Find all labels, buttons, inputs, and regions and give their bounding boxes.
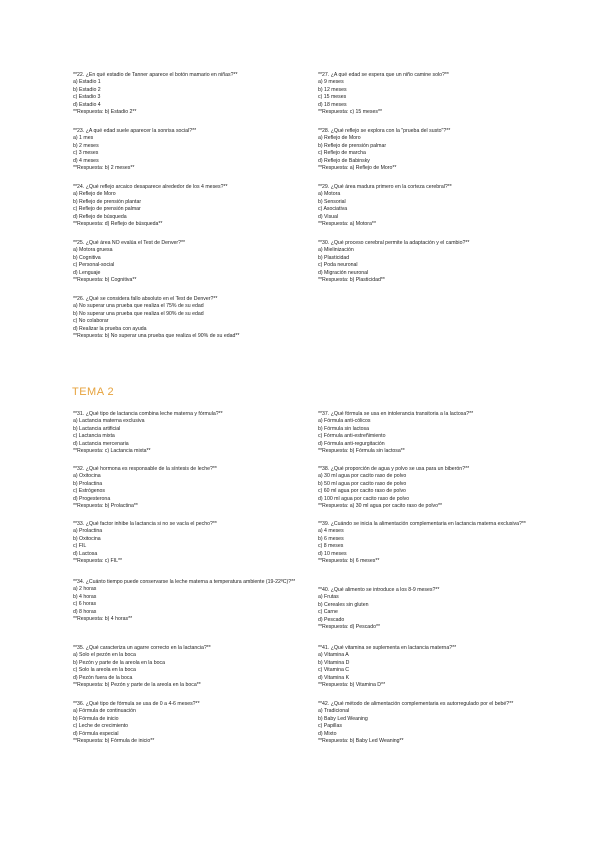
answer-option: d) Reflejo de búsqueda [73,213,127,220]
answer-option: b) Reflejo de prensión palmar [318,142,387,149]
answer-option: b) Oxitocina [73,535,101,542]
question-block [73,701,303,745]
answer-option: c) 8 meses [318,543,344,550]
question-text: **27. ¿A qué edad se espera que un niño camine solo?** [318,72,449,78]
answer-option: a) 30 ml agua por cacito raso de polvo [318,473,407,480]
answer-option: a) 1 mes [73,135,94,142]
correct-answer: **Respuesta: b) Fórmula sin lactosa** [318,448,405,455]
answer-option: c) Asociativa [318,206,348,213]
correct-answer: **Respuesta: b) 6 meses** [318,558,380,565]
answer-option: a) Fórmula anti-cólicos [318,418,371,425]
answer-option: a) 9 meses [318,79,344,86]
question-text: **40. ¿Qué alimento se introduce a los 8-9 meses?** [318,587,440,593]
answer-option: c) Reflejo de prensión palmar [73,206,141,213]
answer-option: d) Progesterona [73,495,111,502]
answer-option: d) Fórmula especial [73,730,119,737]
answer-option: b) Plasticidad [318,254,350,261]
question-block [318,645,548,689]
answer-option: a) Reflejo de Moro [73,191,116,198]
answer-option: c) Carne [318,609,338,616]
question-block [73,240,303,284]
question-text: **32. ¿Qué hormona es responsable de la síntesis de leche?** [73,466,217,472]
correct-answer: **Respuesta: b) Cognitiva** [73,277,137,284]
correct-answer: **Respuesta: b) Prolactina** [73,503,138,510]
answer-option: a) Lactancia materna exclusiva [73,418,145,425]
question-text: **25. ¿Qué área NO evalúa el Test de Denver?** [73,240,186,246]
question-text: **38. ¿Qué proporción de agua y polvo se usa para un biberón?** [318,466,470,472]
question-block [318,701,538,745]
question-text: **36. ¿Qué tipo de fórmula se usa de 0 a 4-6 meses?** [73,701,200,707]
correct-answer: **Respuesta: b) Estadio 2** [73,109,137,116]
answer-option: d) Fórmula anti-regurgitación [318,440,385,447]
answer-option: d) Lactosa [73,550,98,557]
answer-option: a) Motora [318,191,341,198]
question-block [73,579,303,623]
answer-option: d) Lactancia mercenaria [73,440,129,447]
answer-option: b) Vitamina D [318,659,350,666]
question-block [318,72,548,116]
correct-answer: **Respuesta: b) 2 meses** [73,165,135,172]
answer-option: c) Fórmula anti-estreñimiento [318,433,386,440]
answer-option: d) 100 ml agua por cacito raso de polvo [318,495,410,502]
correct-answer: **Respuesta: b) Fórmula de inicio** [73,738,155,745]
answer-option: b) Fórmula de inicio [73,715,119,722]
question-block [73,296,303,340]
answer-option: c) Papillas [318,723,342,730]
answer-option: d) 10 meses [318,550,347,557]
question-block [73,72,303,116]
answer-option: b) Reflejo de prensión plantar [73,198,142,205]
answer-option: b) 6 meses [318,535,344,542]
answer-option: b) Cognitiva [73,254,101,261]
answer-option: c) Solo la areola en la boca [73,667,136,674]
question-text: **34. ¿Cuánto tiempo puede conservarse la leche materna a temperatura ambiente (19-22ºC)?** [73,579,296,585]
answer-option: b) Lactancia artificial [73,425,121,432]
answer-option: c) Poda neuronal [318,262,358,269]
question-text: **42. ¿Qué método de alimentación complementaria es autorregulado por el bebé?** [318,701,514,707]
answer-option: a) 2 horas [73,586,97,593]
answer-option: c) 60 ml agua por cacito raso de polvo [318,488,406,495]
answer-option: c) Lactancia mixta [73,433,115,440]
answer-option: c) Reflejo de marcha [318,150,366,157]
answer-option: a) Oxitocina [73,473,101,480]
correct-answer: **Respuesta: d) Reflejo de búsqueda** [73,221,163,228]
question-block [73,466,303,510]
answer-option: c) Estadio 3 [73,94,101,101]
correct-answer: **Respuesta: b) 4 horas** [73,616,133,623]
answer-option: c) 6 horas [73,601,97,608]
answer-option: c) Personal-social [73,262,115,269]
answer-option: c) Leche de crecimiento [73,723,129,730]
answer-option: d) 18 meses [318,101,347,108]
question-text: **39. ¿Cuándo se inicia la alimentación complementaria en lactancia materna exclusiva?** [318,521,526,527]
question-text: **24. ¿Qué reflejo arcaico desaparece alrededor de los 4 meses?** [73,184,228,190]
question-block [318,587,548,631]
answer-option: a) 4 meses [318,528,344,535]
answer-option: b) Baby Led Weaning [318,715,368,722]
answer-option: d) Realizar la prueba con ayuda [73,325,147,332]
answer-option: c) No colaborar [73,318,109,325]
answer-option: d) Mixto [318,730,337,737]
correct-answer: **Respuesta: c) Lactancia mixta** [73,448,151,455]
correct-answer: **Respuesta: b) Plasticidad** [318,277,385,284]
answer-option: a) Fórmula de continuación [73,708,136,715]
correct-answer: **Respuesta: b) Vitamina D** [318,682,386,689]
answer-option: c) 3 meses [73,150,99,157]
answer-option: d) Estadio 4 [73,101,101,108]
question-block [318,240,548,284]
answer-option: a) Solo el pezón en la boca [73,652,136,659]
answer-option: d) 8 horas [73,608,97,615]
answer-option: c) FIL [73,543,87,550]
answer-option: a) Mielinización [318,247,354,254]
correct-answer: **Respuesta: b) Pezón y parte de la areola en la boca** [73,682,201,689]
question-block [318,184,548,228]
answer-option: a) Prolactina [73,528,103,535]
answer-option: b) Cereales sin gluten [318,601,369,608]
answer-option: d) Vitamina K [318,674,350,681]
correct-answer: **Respuesta: a) 30 ml agua por cacito raso de polvo** [318,503,442,510]
question-block [318,411,548,455]
answer-option: c) Vitamina C [318,667,350,674]
question-block [73,645,303,689]
answer-option: b) Prolactina [73,480,103,487]
answer-option: b) 12 meses [318,86,347,93]
answer-option: d) Visual [318,213,339,220]
question-text: **29. ¿Qué área madura primero en la corteza cerebral?** [318,184,452,190]
answer-option: c) Estrógenos [73,488,106,495]
answer-option: a) Tradicional [318,708,350,715]
answer-option: d) Pescado [318,616,345,623]
question-text: **30. ¿Qué proceso cerebral permite la adaptación y el cambio?** [318,240,470,246]
question-text: **31. ¿Qué tipo de lactancia combina leche materna y fórmula?** [73,411,223,417]
answer-option: b) Fórmula sin lactosa [318,425,370,432]
question-text: **28. ¿Qué reflejo se explora con la "prueba del susto"?** [318,128,451,134]
question-block [318,128,548,172]
section-title-tema-2: TEMA 2 [72,386,115,398]
answer-option: d) Pezón fuera de la boca [73,674,133,681]
question-block [73,521,303,565]
correct-answer: **Respuesta: a) Motora** [318,221,376,228]
answer-option: a) Estadio 1 [73,79,101,86]
answer-option: a) Reflejo de Moro [318,135,361,142]
question-block [318,521,538,565]
answer-option: b) Pezón y parte de la areola en la boca [73,659,165,666]
question-text: **35. ¿Qué caracteriza un agarre correcto en la lactancia?** [73,645,211,651]
correct-answer: **Respuesta: d) Pescado** [318,624,380,631]
question-text: **26. ¿Qué se considera fallo absoluto en el Test de Denver?** [73,296,218,302]
answer-option: d) 4 meses [73,157,99,164]
answer-option: d) Migración neuronal [318,269,369,276]
answer-option: a) Frutas [318,594,339,601]
answer-option: b) Sensorial [318,198,346,205]
answer-option: b) 50 ml agua por cacito raso de polvo [318,480,407,487]
question-block [318,466,548,510]
answer-option: b) 4 horas [73,593,97,600]
question-block [73,184,303,228]
answer-option: d) Lenguaje [73,269,101,276]
answer-option: c) 15 meses [318,94,347,101]
question-block [73,128,303,172]
correct-answer: **Respuesta: c) 15 meses** [318,109,383,116]
answer-option: d) Reflejo de Babinsky [318,157,370,164]
question-text: **41. ¿Qué vitamina se suplementa en lactancia materna?** [318,645,457,651]
correct-answer: **Respuesta: b) No superar una prueba que realiza el 90% de su edad** [73,333,240,340]
question-text: **37. ¿Qué fórmula se usa en intolerancia transitoria a la lactosa?** [318,411,474,417]
question-text: **23. ¿A qué edad suele aparecer la sonrisa social?** [73,128,197,134]
answer-option: b) No superar una prueba que realiza el 90% de su edad [73,310,204,317]
answer-option: b) 2 meses [73,142,99,149]
correct-answer: **Respuesta: c) FIL** [73,558,123,565]
answer-option: a) Vitamina A [318,652,349,659]
correct-answer: **Respuesta: a) Reflejo de Moro** [318,165,397,172]
answer-option: a) No superar una prueba que realiza el 75% de su edad [73,303,204,310]
question-text: **22. ¿En qué estadio de Tanner aparece el botón mamario en niñas?** [73,72,238,78]
answer-option: a) Motora gruesa [73,247,113,254]
correct-answer: **Respuesta: b) Baby Led Weaning** [318,738,404,745]
question-text: **33. ¿Qué factor inhibe la lactancia si no se vacía el pecho?** [73,521,217,527]
answer-option: b) Estadio 2 [73,86,101,93]
question-block [73,411,303,455]
